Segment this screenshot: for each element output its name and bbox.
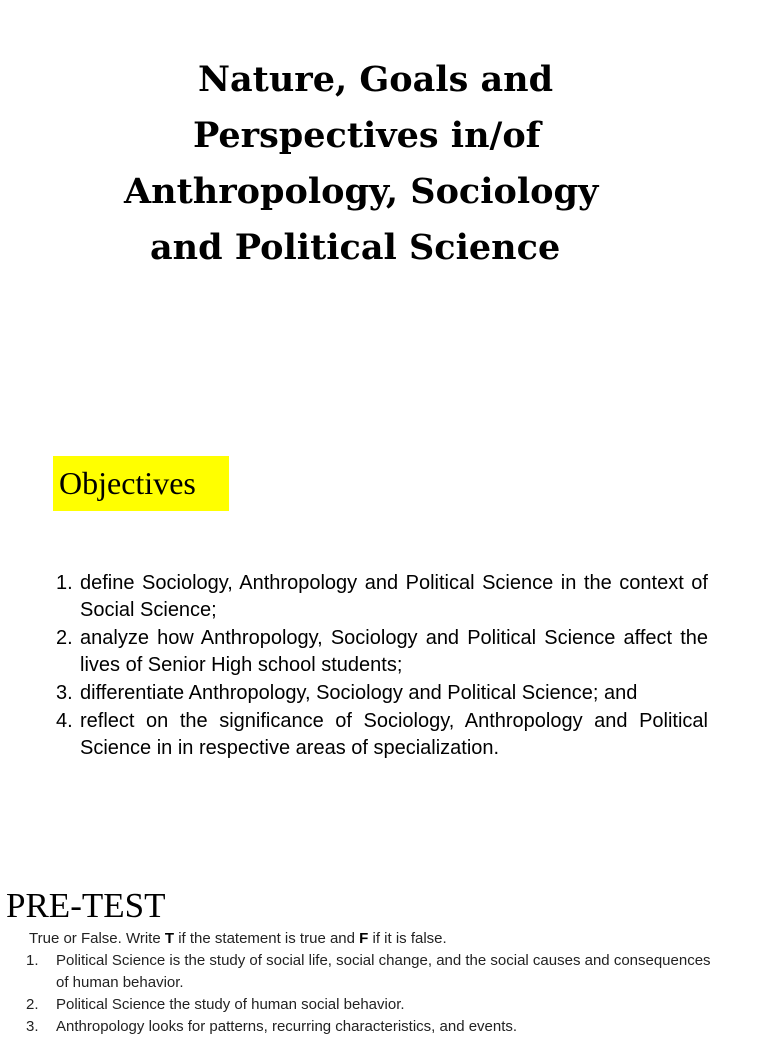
title-line-1: Nature, Goals and (198, 59, 554, 100)
pretest-instruction (29, 929, 447, 949)
pretest-heading: PRE-TEST (6, 886, 166, 925)
question-text: Political Science the study of human social behavior. (56, 996, 405, 1013)
question-number: 3. (26, 1018, 39, 1035)
question-item (24, 994, 724, 1016)
objective-item (56, 570, 708, 624)
objectives-heading: Objectives (59, 465, 196, 501)
objective-text: define Sociology, Anthropology and Political Science in the context of Social Science; (80, 572, 708, 621)
question-text: Political Science is the study of social life, social change, and the social causes and consequences of human behavior. (56, 952, 711, 991)
objective-item (56, 625, 708, 679)
instruction-text: if the statement is true and (174, 930, 360, 947)
objective-number: 2. (56, 627, 73, 649)
instruction-text: if it is false. (368, 930, 447, 947)
question-text: Anthropology looks for patterns, recurring characteristics, and events. (56, 1018, 518, 1035)
objective-text: analyze how Anthropology, Sociology and Political Science affect the lives of Senior High school students; (80, 627, 708, 676)
question-item (24, 1016, 724, 1038)
instruction-false-letter: F (359, 930, 369, 947)
objective-number: 4. (56, 710, 73, 732)
title-line-4: and Political Science (150, 227, 561, 268)
instruction-text: True or False. Write (29, 930, 165, 947)
objective-text: reflect on the significance of Sociology, Anthropology and Political Science in in respective areas of specialization. (80, 710, 708, 759)
instruction-true-letter: T (164, 930, 175, 947)
question-number: 2. (26, 996, 39, 1013)
title-line-3: Anthropology, Sociology (124, 171, 599, 212)
title-line-2: Perspectives in/of (193, 115, 541, 156)
objective-item (56, 680, 708, 707)
objective-text: differentiate Anthropology, Sociology and Political Science; and (80, 682, 638, 704)
objectives-heading-highlight (53, 456, 229, 511)
question-number: 1. (26, 952, 39, 969)
objectives-list (56, 570, 708, 763)
objective-item (56, 708, 708, 762)
objective-number: 3. (56, 682, 73, 704)
question-item (24, 950, 724, 994)
pretest-questions (24, 950, 724, 1038)
objective-number: 1. (56, 572, 73, 594)
